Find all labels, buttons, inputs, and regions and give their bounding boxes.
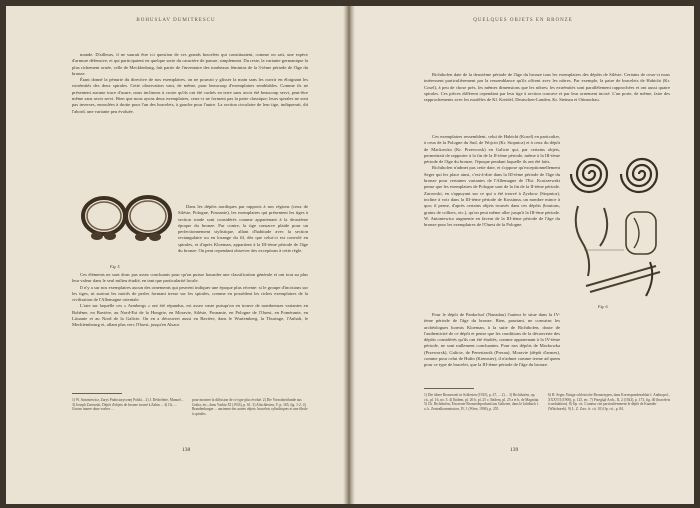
figure-6-spiral-bracelet [564,146,676,302]
right-running-head: QUELQUES OBJETS EN BRONZE [473,18,573,23]
left-page-number: 138 [182,447,191,453]
right-body-top [424,72,670,103]
left-page [6,6,346,504]
left-paragraph-6: L'aire sur laquelle ces « Armbergs » ont été répandus, est assez vaste puisqu'on en trouve de nombreuses variantes en Bohême, en Bavière, au Nord-Est de la Hongrie, en Moravie, Silésie, Posnanie, en Pologne de l'Ouest, en Poméranie, en Lituanie et au Nord de la Galicie. On en a découvert aussi en Bavière, dans le Wurtemberg, la Thuringe, l'Anhalt, le Mecklembourg et, allant plus vers l'Ouest, jusqu'en Alsace. [72,303,308,328]
footnote-rule [72,393,122,394]
left-paragraph-3: Dans les dépôts nordiques par rapports à nos régions (ceux de Silésie, Pologne, Posnanie), les exemplaires qui présentent les tiges à section ronde sont considérés comme appartenant à la deuxième époque du bronze. Par contre, la tige consacre plaide pour un perfectionnement stylistique, allant d'habitude avec la section rectangulaire ou en losange du fil, dès que celui-ci est convolé en spirales, et d'après Kloeman, appartient à la III-ième période de l'âge du bronze. On peut cependant observer des exceptions à cette règle. [178,204,308,254]
right-paragraph-4: Pour le dépôt de Pankofsof (Nanzdau) l'auteur le situe dans la IV-ième période de l'âge du bronze. Rien, pourtant, ne convainc les archéologues hormis Kloeman, à la suite de Richthofen, doute de l'authenticité de ce dépôt et pense que les conditions de la découverte des dépôts considérés qu'ils ont été étudiés, comme appartenant à la IV-ième période, ne sont nullement concluantes. Pour nos dépôts de Mackowka (Przeworsk), Galicie, de Penestawik (Prerau), Moravie (dépôt d'armes), comme pour celui de Hulin (Kremsier), il n'admet comme terme ad quem pour ce type de bracelet, que la III-ième période de l'âge du bronze. [424,312,560,368]
left-footnotes-col1: 1) W. Antoniewicz, Zarys Prahistorycznej Polski... 2) J. Déchelette, Manuel... 3) Joseph Zurowski, Dépôt d'objets de bronze trouvé à Zabin ... 4) Ch. ... Grosse innere ohne vorher ... [72,398,184,412]
right-footnotes-col2: 6) H. Seger, Einige schlesische Bronzetypen, dans Korrespondenzblatt f. Anthropol., XXXVII (1906), p. 125, etc. 7) Przegląd Arch., II, 2 (1923), p. 173, fig. 40 (bracelets à ondulation). 8) Op. cit. L'auteur cite particulièrement le dépôt de Kaander (Whishorek). 9) L. Z. Zarc. fr. cit. 10) Op. cit., p. 84. [548,393,671,411]
left-paragraph-5: Il n'y a sur nos exemplaires aucun des ornements qui peuvent indiquer une époque plus récente: si le groupe d'incisions sur les tiges, ni surtout les motifs de perles formant tresse sur les spirales, comme en possèdent les riches exemplaires de la civilisation de l'Allemagne orientale. [72,284,308,303]
left-paragraph-2: Étant donné la pénurie du directive de nos exemplaires, on ne pouvait y glisser la main sans les ouvrir en éloignant les extrémités des deux spirales. Cette observation vaut, de même, pour beaucoup d'exemplaires semblables. Comme ils ne présentent aucune trace d'usure, nous inclinons à croire qu'ils ont été cachés en terre sans avoir été beaucoup servi, peut-être même sans avoir servi. Bien que nous ayons deux exemplaires, ceux-ci ne forment pas la paire classique; leurs spirales ne sont pas inverses, enroulées à droite pour l'un des bracelets, à gauche pour l'autre. La section circulaire de leur tige, indiquerait, dit l'abord, une variante peu évoluée. [72,77,308,114]
spiral-illustration [564,146,676,302]
right-body-wrap [424,134,560,228]
right-paragraph-3: Richthofen n'admet pas cette date, et s'oppose qu'exceptionnellement Seger qui les place ainsi, c'est-à-dire dans la III-ième période de l'âge du bronze pour certaines variantes de l'Allemagne de l'Est. Kostrzewski pense que les exemplaires de Pologne sont de la fin de la II-ième période. Zurowski, en s'appuyant sur ce qui a été trouvé à Zyzkow (Stopnica), incline à voir dans la III-ième période de Kossinna, un nombre mince à quo; il pense, d'après certains objets trouvés dans ces dépôts (boutons, grains de colliers, etc.), qu'on peut même aller jusqu'à la III-ème période. W. Antoniewicz augmente en faveur de la III-ième période de l'âge du bronze pour les exemplaires de l'Ouest de la Pologne. [424,165,560,228]
right-footnotes-col1: 1) Die ältere Bronzezeit in Schlesien (1925), p. 47, ... 2) ... 3) Richthofen, op. cit., pl. 16, no. 5. 4) Ibidem, pl. 26 b, pl. 25 c; Ibidem, pl. 25 a et b, de Magnitia. 5) Ch. Richthofen, Ein neuer Bronzedepotfund aus Galizien, dans le Jahrbuch f. a. k. Zentralkommission, IV, 1 (Wien, 1906), p. 255. [424,393,540,411]
right-page-number: 139 [510,447,519,453]
right-paragraph-1: Richthofen date de la deuxième période de l'âge du bronze tous les exemplaires des dépôts de Silésie. Certains de ceux-ci nous intéressent particulièrement par la ressemblance qu'ils offrent avec les nôtres. Par exemple, la paire de bracelets de Habicht (Kr. Cosel), à peu de chose près, les mêmes dimensions que les nôtres; les extrémités sont parallèlement rapprochées et ont aussi quatre spirales. Ces pièces diffèrent cependant par leur tige à section concave et par leur ornement incisé. L'un porte, de même, faire des rapprochements avec les modèles de Kl. Kreidel, Deutschen-Landen, Kr. Steinau et Ottmachau. [424,72,670,103]
left-body-bottom [72,272,308,329]
footnote-rule [424,388,474,389]
right-body-bottom [424,312,560,369]
figure-6-caption: Fig. 6. [598,304,609,309]
bracelet-illustration [80,190,174,260]
figure-5-caption: Fig. 5. [110,264,121,269]
left-footnotes-col2: pour montrer la diffusion de ce type plus évolué. 2) Die Vorrodzeitfunde aus Gotha, etc., dans Vasbia XI (1933), p. 61. 3) Altschlesien, V, p. 165, fig. 1-2. 4) Brandenburger ... ancienne des autres objets: bracelets cylindriques et une fibule à spirales. [192,398,308,416]
figure-5-bracelets [80,190,174,260]
left-paragraph-1: mande. D'ailleurs, il ne saurait être ici question de ces grands bracelets qui constituaient, comme on sait, une espèce d'armure défensive, et qui participaient en quelque sorte du caractère de parure, simplement. Du reste, la variante germanique la plus richement ornée, celle de Mecklenburg, fait partie de l'inventaire des tombeaux féminins de la 3-ième période de l'âge du bronze. [72,52,308,76]
left-paragraph-4: Ces éléments ne sont donc pas assez concluants pour qu'on puisse hasarder une classification générale et ont tout au plus leur valeur dans le seul milieu étudié, en tant que particularité locale. [72,272,308,284]
left-running-head: BOHUSLAV DUMITRESCU [136,18,216,23]
left-body-wrap [178,204,308,254]
left-body-top [72,52,308,115]
page-shadow [352,6,355,504]
right-paragraph-2: Ces exemplaires ressemblent, celui de Habicht (Kosel) en particulier, à ceux de la Pologne du Sud, de Wojcin (Kr. Stopnica) et à ceux du dépôt de Mackowka (Kr. Przeworsk) en Galicie qui, par certains objets, permettrait de rapporter à la fin de la II-ième période, même à la III-ième période de l'âge du bronze, l'époque pendant laquelle ils ont été faits. [424,134,560,165]
right-page [352,6,694,504]
